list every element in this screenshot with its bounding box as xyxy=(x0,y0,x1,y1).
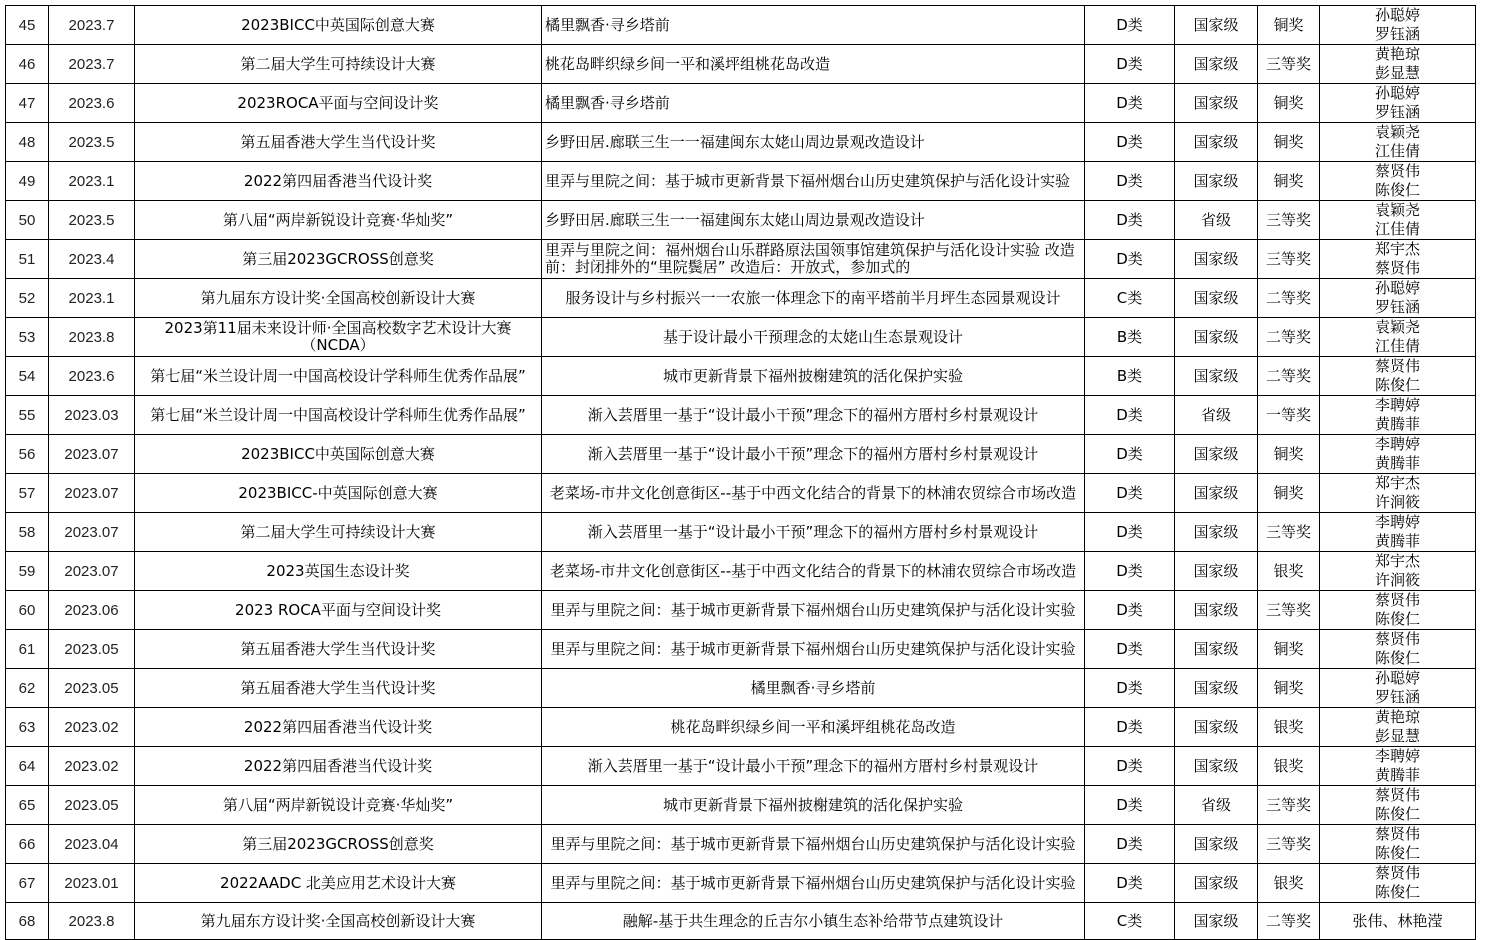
team-member-name: 江佳倩 xyxy=(1374,220,1420,238)
project-cell: 渐入芸厝里一基于“设计最小干预”理念下的福州方厝村乡村景观设计 xyxy=(542,513,1085,552)
team-member-name: 陈俊仁 xyxy=(1374,181,1420,199)
team-member-name: 孙聪婷 xyxy=(1374,6,1420,24)
table-row xyxy=(6,6,1476,45)
project-cell: 渐入芸厝里一基于“设计最小干预”理念下的福州方厝村乡村景观设计 xyxy=(542,747,1085,786)
level-cell: 国家级 xyxy=(1175,318,1258,357)
award-cell: 三等奖 xyxy=(1258,201,1320,240)
table-body xyxy=(6,6,1476,940)
category-cell: D类 xyxy=(1085,123,1175,162)
award-cell: 三等奖 xyxy=(1258,45,1320,84)
category-cell: D类 xyxy=(1085,6,1175,45)
team-members-cell xyxy=(1320,162,1476,201)
team-members-cell xyxy=(1320,474,1476,513)
date-cell: 2023.07 xyxy=(49,474,135,513)
table-row xyxy=(6,630,1476,669)
competition-cell: 2023BICC-中英国际创意大赛 xyxy=(135,474,542,513)
competition-cell: 第五届香港大学生当代设计奖 xyxy=(135,630,542,669)
team-member-name: 黄腾菲 xyxy=(1374,415,1420,433)
team-members-cell xyxy=(1320,45,1476,84)
award-cell: 二等奖 xyxy=(1258,279,1320,318)
competition-cell: 2023BICC中英国际创意大赛 xyxy=(135,435,542,474)
table-row xyxy=(6,357,1476,396)
team-members-cell xyxy=(1320,6,1476,45)
team-member-name: 李聘婷 xyxy=(1374,396,1420,414)
award-cell: 二等奖 xyxy=(1258,357,1320,396)
level-cell: 国家级 xyxy=(1175,84,1258,123)
row-number-cell: 56 xyxy=(6,435,49,474)
row-number-cell: 59 xyxy=(6,552,49,591)
table-row xyxy=(6,708,1476,747)
team-member-name: 李聘婷 xyxy=(1374,513,1420,531)
award-cell: 三等奖 xyxy=(1258,825,1320,864)
date-cell: 2023.05 xyxy=(49,786,135,825)
team-members-cell xyxy=(1320,552,1476,591)
table-row xyxy=(6,786,1476,825)
team-member-name: 孙聪婷 xyxy=(1374,279,1420,297)
project-cell: 里弄与里院之间：基于城市更新背景下福州烟台山历史建筑保护与活化设计实验 xyxy=(542,630,1085,669)
level-cell: 国家级 xyxy=(1175,474,1258,513)
team-members-cell xyxy=(1320,123,1476,162)
date-cell: 2023.03 xyxy=(49,396,135,435)
category-cell: D类 xyxy=(1085,435,1175,474)
category-cell: D类 xyxy=(1085,591,1175,630)
project-cell: 里弄与里院之间：基于城市更新背景下福州烟台山历史建筑保护与活化设计实验 xyxy=(542,864,1085,903)
level-cell: 国家级 xyxy=(1175,45,1258,84)
competition-cell: 2023ROCA平面与空间设计奖 xyxy=(135,84,542,123)
row-number-cell: 50 xyxy=(6,201,49,240)
category-cell: D类 xyxy=(1085,474,1175,513)
team-member-name: 陈俊仁 xyxy=(1374,610,1420,628)
project-cell: 里弄与里院之间：基于城市更新背景下福州烟台山历史建筑保护与活化设计实验 xyxy=(542,162,1085,201)
date-cell: 2023.07 xyxy=(49,513,135,552)
competition-cell: 第五届香港大学生当代设计奖 xyxy=(135,669,542,708)
team-member-name: 袁颖尧 xyxy=(1374,123,1420,141)
date-cell: 2023.06 xyxy=(49,591,135,630)
team-members-cell xyxy=(1320,396,1476,435)
row-number-cell: 54 xyxy=(6,357,49,396)
competition-cell: 2023 ROCA平面与空间设计奖 xyxy=(135,591,542,630)
project-cell: 融解-基于共生理念的丘吉尔小镇生态补给带节点建筑设计 xyxy=(542,903,1085,940)
team-members-cell xyxy=(1320,747,1476,786)
award-cell: 三等奖 xyxy=(1258,786,1320,825)
competition-cell: 第二届大学生可持续设计大赛 xyxy=(135,45,542,84)
project-cell: 城市更新背景下福州披榭建筑的活化保护实验 xyxy=(542,357,1085,396)
team-member-name: 蔡贤伟 xyxy=(1374,630,1420,648)
team-member-name: 孙聪婷 xyxy=(1374,669,1420,687)
award-cell: 铜奖 xyxy=(1258,630,1320,669)
row-number-cell: 65 xyxy=(6,786,49,825)
team-member-name: 江佳倩 xyxy=(1374,142,1420,160)
level-cell: 国家级 xyxy=(1175,825,1258,864)
category-cell: D类 xyxy=(1085,708,1175,747)
team-member-name: 罗钰涵 xyxy=(1374,688,1420,706)
table-row xyxy=(6,201,1476,240)
date-cell: 2023.5 xyxy=(49,123,135,162)
category-cell: C类 xyxy=(1085,903,1175,940)
category-cell: B类 xyxy=(1085,357,1175,396)
row-number-cell: 48 xyxy=(6,123,49,162)
date-cell: 2023.8 xyxy=(49,318,135,357)
row-number-cell: 57 xyxy=(6,474,49,513)
category-cell: D类 xyxy=(1085,396,1175,435)
date-cell: 2023.02 xyxy=(49,747,135,786)
award-cell: 铜奖 xyxy=(1258,123,1320,162)
category-cell: D类 xyxy=(1085,864,1175,903)
level-cell: 国家级 xyxy=(1175,747,1258,786)
award-cell: 银奖 xyxy=(1258,708,1320,747)
competition-cell: 第七届“米兰设计周一中国高校设计学科师生优秀作品展” xyxy=(135,396,542,435)
row-number-cell: 62 xyxy=(6,669,49,708)
date-cell: 2023.7 xyxy=(49,6,135,45)
competition-cell: 第九届东方设计奖·全国高校创新设计大赛 xyxy=(135,279,542,318)
level-cell: 国家级 xyxy=(1175,669,1258,708)
project-cell: 基于设计最小干预理念的太姥山生态景观设计 xyxy=(542,318,1085,357)
table-row xyxy=(6,435,1476,474)
team-member-name: 罗钰涵 xyxy=(1374,298,1420,316)
competition-cell: 第三届2023GCROSS创意奖 xyxy=(135,240,542,279)
team-members-cell xyxy=(1320,903,1476,940)
award-cell: 二等奖 xyxy=(1258,318,1320,357)
category-cell: D类 xyxy=(1085,786,1175,825)
table-row xyxy=(6,279,1476,318)
team-member-name: 蔡贤伟 xyxy=(1374,786,1420,804)
team-member-name: 蔡贤伟 xyxy=(1374,357,1420,375)
competition-cell: 2023英国生态设计奖 xyxy=(135,552,542,591)
row-number-cell: 49 xyxy=(6,162,49,201)
row-number-cell: 66 xyxy=(6,825,49,864)
table-row xyxy=(6,552,1476,591)
team-member-name: 许涧筱 xyxy=(1374,493,1420,511)
category-cell: D类 xyxy=(1085,240,1175,279)
team-member-name: 郑宇杰 xyxy=(1374,240,1420,258)
date-cell: 2023.07 xyxy=(49,435,135,474)
team-members-cell xyxy=(1320,318,1476,357)
table-row xyxy=(6,747,1476,786)
team-members-cell xyxy=(1320,669,1476,708)
team-members-cell xyxy=(1320,240,1476,279)
level-cell: 国家级 xyxy=(1175,708,1258,747)
award-cell: 铜奖 xyxy=(1258,6,1320,45)
category-cell: D类 xyxy=(1085,747,1175,786)
date-cell: 2023.6 xyxy=(49,84,135,123)
category-cell: B类 xyxy=(1085,318,1175,357)
row-number-cell: 68 xyxy=(6,903,49,940)
competition-cell: 2023第11届未来设计师·全国高校数字艺术设计大赛（NCDA） xyxy=(135,318,542,357)
award-cell: 三等奖 xyxy=(1258,240,1320,279)
project-cell: 老菜场-市井文化创意街区--基于中西文化结合的背景下的林浦农贸综合市场改造 xyxy=(542,474,1085,513)
project-cell: 橘里飘香·寻乡塔前 xyxy=(542,84,1085,123)
level-cell: 国家级 xyxy=(1175,279,1258,318)
team-members-cell xyxy=(1320,786,1476,825)
project-cell: 乡野田居.廊联三生一一福建闽东太姥山周边景观改造设计 xyxy=(542,201,1085,240)
date-cell: 2023.01 xyxy=(49,864,135,903)
award-cell: 铜奖 xyxy=(1258,474,1320,513)
level-cell: 国家级 xyxy=(1175,864,1258,903)
table-row xyxy=(6,240,1476,279)
category-cell: D类 xyxy=(1085,162,1175,201)
team-member-name: 陈俊仁 xyxy=(1374,883,1420,901)
category-cell: D类 xyxy=(1085,669,1175,708)
team-member-name: 罗钰涵 xyxy=(1374,103,1420,121)
team-member-name: 彭显慧 xyxy=(1374,727,1420,745)
date-cell: 2023.1 xyxy=(49,162,135,201)
level-cell: 省级 xyxy=(1175,396,1258,435)
team-members-cell xyxy=(1320,279,1476,318)
competition-cell: 2022AADC 北美应用艺术设计大赛 xyxy=(135,864,542,903)
date-cell: 2023.05 xyxy=(49,669,135,708)
team-members-cell xyxy=(1320,708,1476,747)
project-cell: 橘里飘香·寻乡塔前 xyxy=(542,6,1085,45)
project-cell: 桃花岛畔织绿乡间一平和溪坪组桃花岛改造 xyxy=(542,708,1085,747)
team-members-cell xyxy=(1320,864,1476,903)
team-members-cell xyxy=(1320,201,1476,240)
team-member-name: 张伟、林艳滢 xyxy=(1352,911,1443,930)
team-member-name: 许涧筱 xyxy=(1374,571,1420,589)
team-member-name: 郑宇杰 xyxy=(1374,474,1420,492)
date-cell: 2023.6 xyxy=(49,357,135,396)
project-cell: 橘里飘香·寻乡塔前 xyxy=(542,669,1085,708)
team-members-cell xyxy=(1320,357,1476,396)
level-cell: 国家级 xyxy=(1175,435,1258,474)
project-cell: 老菜场-市井文化创意街区--基于中西文化结合的背景下的林浦农贸综合市场改造 xyxy=(542,552,1085,591)
team-member-name: 黄腾菲 xyxy=(1374,454,1420,472)
level-cell: 国家级 xyxy=(1175,162,1258,201)
award-cell: 二等奖 xyxy=(1258,903,1320,940)
date-cell: 2023.7 xyxy=(49,45,135,84)
table-row xyxy=(6,123,1476,162)
team-member-name: 郑宇杰 xyxy=(1374,552,1420,570)
team-members-cell xyxy=(1320,591,1476,630)
team-member-name: 罗钰涵 xyxy=(1374,25,1420,43)
date-cell: 2023.02 xyxy=(49,708,135,747)
project-cell: 乡野田居.廊联三生一一福建闽东太姥山周边景观改造设计 xyxy=(542,123,1085,162)
project-cell: 城市更新背景下福州披榭建筑的活化保护实验 xyxy=(542,786,1085,825)
level-cell: 国家级 xyxy=(1175,6,1258,45)
team-member-name: 李聘婷 xyxy=(1374,747,1420,765)
project-cell: 渐入芸厝里一基于“设计最小干预”理念下的福州方厝村乡村景观设计 xyxy=(542,396,1085,435)
team-member-name: 黄艳琼 xyxy=(1374,708,1420,726)
table-row xyxy=(6,864,1476,903)
row-number-cell: 53 xyxy=(6,318,49,357)
level-cell: 国家级 xyxy=(1175,630,1258,669)
team-member-name: 陈俊仁 xyxy=(1374,805,1420,823)
competition-cell: 第八届“两岸新锐设计竞赛·华灿奖” xyxy=(135,201,542,240)
date-cell: 2023.4 xyxy=(49,240,135,279)
date-cell: 2023.8 xyxy=(49,903,135,940)
team-member-name: 蔡贤伟 xyxy=(1374,864,1420,882)
team-member-name: 蔡贤伟 xyxy=(1374,825,1420,843)
award-cell: 银奖 xyxy=(1258,747,1320,786)
level-cell: 省级 xyxy=(1175,201,1258,240)
team-member-name: 袁颖尧 xyxy=(1374,201,1420,219)
row-number-cell: 58 xyxy=(6,513,49,552)
competition-cell: 第五届香港大学生当代设计奖 xyxy=(135,123,542,162)
level-cell: 国家级 xyxy=(1175,591,1258,630)
level-cell: 省级 xyxy=(1175,786,1258,825)
category-cell: D类 xyxy=(1085,84,1175,123)
date-cell: 2023.05 xyxy=(49,630,135,669)
award-cell: 银奖 xyxy=(1258,864,1320,903)
team-members-cell xyxy=(1320,825,1476,864)
competition-cell: 第七届“米兰设计周一中国高校设计学科师生优秀作品展” xyxy=(135,357,542,396)
team-member-name: 陈俊仁 xyxy=(1374,844,1420,862)
table-row xyxy=(6,474,1476,513)
team-member-name: 蔡贤伟 xyxy=(1374,162,1420,180)
competition-cell: 第九届东方设计奖·全国高校创新设计大赛 xyxy=(135,903,542,940)
project-cell: 里弄与里院之间：福州烟台山乐群路原法国领事馆建筑保护与活化设计实验 改造前：封闭排外的“里院鬓居” 改造后：开放式，参加式的 xyxy=(542,240,1085,279)
level-cell: 国家级 xyxy=(1175,513,1258,552)
table-row xyxy=(6,396,1476,435)
team-members-cell xyxy=(1320,84,1476,123)
row-number-cell: 52 xyxy=(6,279,49,318)
table-row xyxy=(6,318,1476,357)
project-cell: 服务设计与乡村振兴一一农旅一体理念下的南平塔前半月坪生态园景观设计 xyxy=(542,279,1085,318)
date-cell: 2023.1 xyxy=(49,279,135,318)
table-row xyxy=(6,84,1476,123)
team-member-name: 江佳倩 xyxy=(1374,337,1420,355)
row-number-cell: 63 xyxy=(6,708,49,747)
team-member-name: 彭显慧 xyxy=(1374,64,1420,82)
team-member-name: 黄艳琼 xyxy=(1374,45,1420,63)
level-cell: 国家级 xyxy=(1175,357,1258,396)
date-cell: 2023.07 xyxy=(49,552,135,591)
table-row xyxy=(6,513,1476,552)
competition-cell: 2023BICC中英国际创意大赛 xyxy=(135,6,542,45)
competition-cell: 第三届2023GCROSS创意奖 xyxy=(135,825,542,864)
table-row xyxy=(6,903,1476,940)
level-cell: 国家级 xyxy=(1175,240,1258,279)
project-cell: 桃花岛畔织绿乡间一平和溪坪组桃花岛改造 xyxy=(542,45,1085,84)
row-number-cell: 46 xyxy=(6,45,49,84)
date-cell: 2023.04 xyxy=(49,825,135,864)
competition-cell: 2022第四届香港当代设计奖 xyxy=(135,747,542,786)
team-member-name: 李聘婷 xyxy=(1374,435,1420,453)
row-number-cell: 60 xyxy=(6,591,49,630)
level-cell: 国家级 xyxy=(1175,123,1258,162)
competition-cell: 第二届大学生可持续设计大赛 xyxy=(135,513,542,552)
category-cell: D类 xyxy=(1085,513,1175,552)
category-cell: D类 xyxy=(1085,201,1175,240)
date-cell: 2023.5 xyxy=(49,201,135,240)
team-member-name: 蔡贤伟 xyxy=(1374,591,1420,609)
team-member-name: 蔡贤伟 xyxy=(1374,259,1420,277)
awards-table xyxy=(5,5,1476,940)
team-members-cell xyxy=(1320,513,1476,552)
team-member-name: 黄腾菲 xyxy=(1374,766,1420,784)
category-cell: D类 xyxy=(1085,630,1175,669)
team-member-name: 孙聪婷 xyxy=(1374,84,1420,102)
table-row xyxy=(6,591,1476,630)
team-members-cell xyxy=(1320,630,1476,669)
competition-cell: 2022第四届香港当代设计奖 xyxy=(135,162,542,201)
team-member-name: 陈俊仁 xyxy=(1374,649,1420,667)
table-row xyxy=(6,162,1476,201)
team-member-name: 黄腾菲 xyxy=(1374,532,1420,550)
award-cell: 三等奖 xyxy=(1258,513,1320,552)
table-row xyxy=(6,45,1476,84)
competition-cell: 第八届“两岸新锐设计竞赛·华灿奖” xyxy=(135,786,542,825)
row-number-cell: 55 xyxy=(6,396,49,435)
project-cell: 里弄与里院之间：基于城市更新背景下福州烟台山历史建筑保护与活化设计实验 xyxy=(542,591,1085,630)
table-row xyxy=(6,669,1476,708)
project-cell: 渐入芸厝里一基于“设计最小干预”理念下的福州方厝村乡村景观设计 xyxy=(542,435,1085,474)
project-cell: 里弄与里院之间：基于城市更新背景下福州烟台山历史建筑保护与活化设计实验 xyxy=(542,825,1085,864)
team-members-cell xyxy=(1320,435,1476,474)
row-number-cell: 47 xyxy=(6,84,49,123)
category-cell: D类 xyxy=(1085,552,1175,591)
team-member-name: 陈俊仁 xyxy=(1374,376,1420,394)
award-cell: 铜奖 xyxy=(1258,435,1320,474)
row-number-cell: 64 xyxy=(6,747,49,786)
award-cell: 银奖 xyxy=(1258,552,1320,591)
row-number-cell: 45 xyxy=(6,6,49,45)
competition-cell: 2022第四届香港当代设计奖 xyxy=(135,708,542,747)
award-cell: 铜奖 xyxy=(1258,669,1320,708)
award-cell: 一等奖 xyxy=(1258,396,1320,435)
award-cell: 铜奖 xyxy=(1258,162,1320,201)
level-cell: 国家级 xyxy=(1175,552,1258,591)
row-number-cell: 61 xyxy=(6,630,49,669)
row-number-cell: 51 xyxy=(6,240,49,279)
award-cell: 铜奖 xyxy=(1258,84,1320,123)
team-member-name: 袁颖尧 xyxy=(1374,318,1420,336)
table-row xyxy=(6,825,1476,864)
level-cell: 国家级 xyxy=(1175,903,1258,940)
category-cell: D类 xyxy=(1085,45,1175,84)
category-cell: D类 xyxy=(1085,825,1175,864)
award-cell: 三等奖 xyxy=(1258,591,1320,630)
row-number-cell: 67 xyxy=(6,864,49,903)
category-cell: C类 xyxy=(1085,279,1175,318)
